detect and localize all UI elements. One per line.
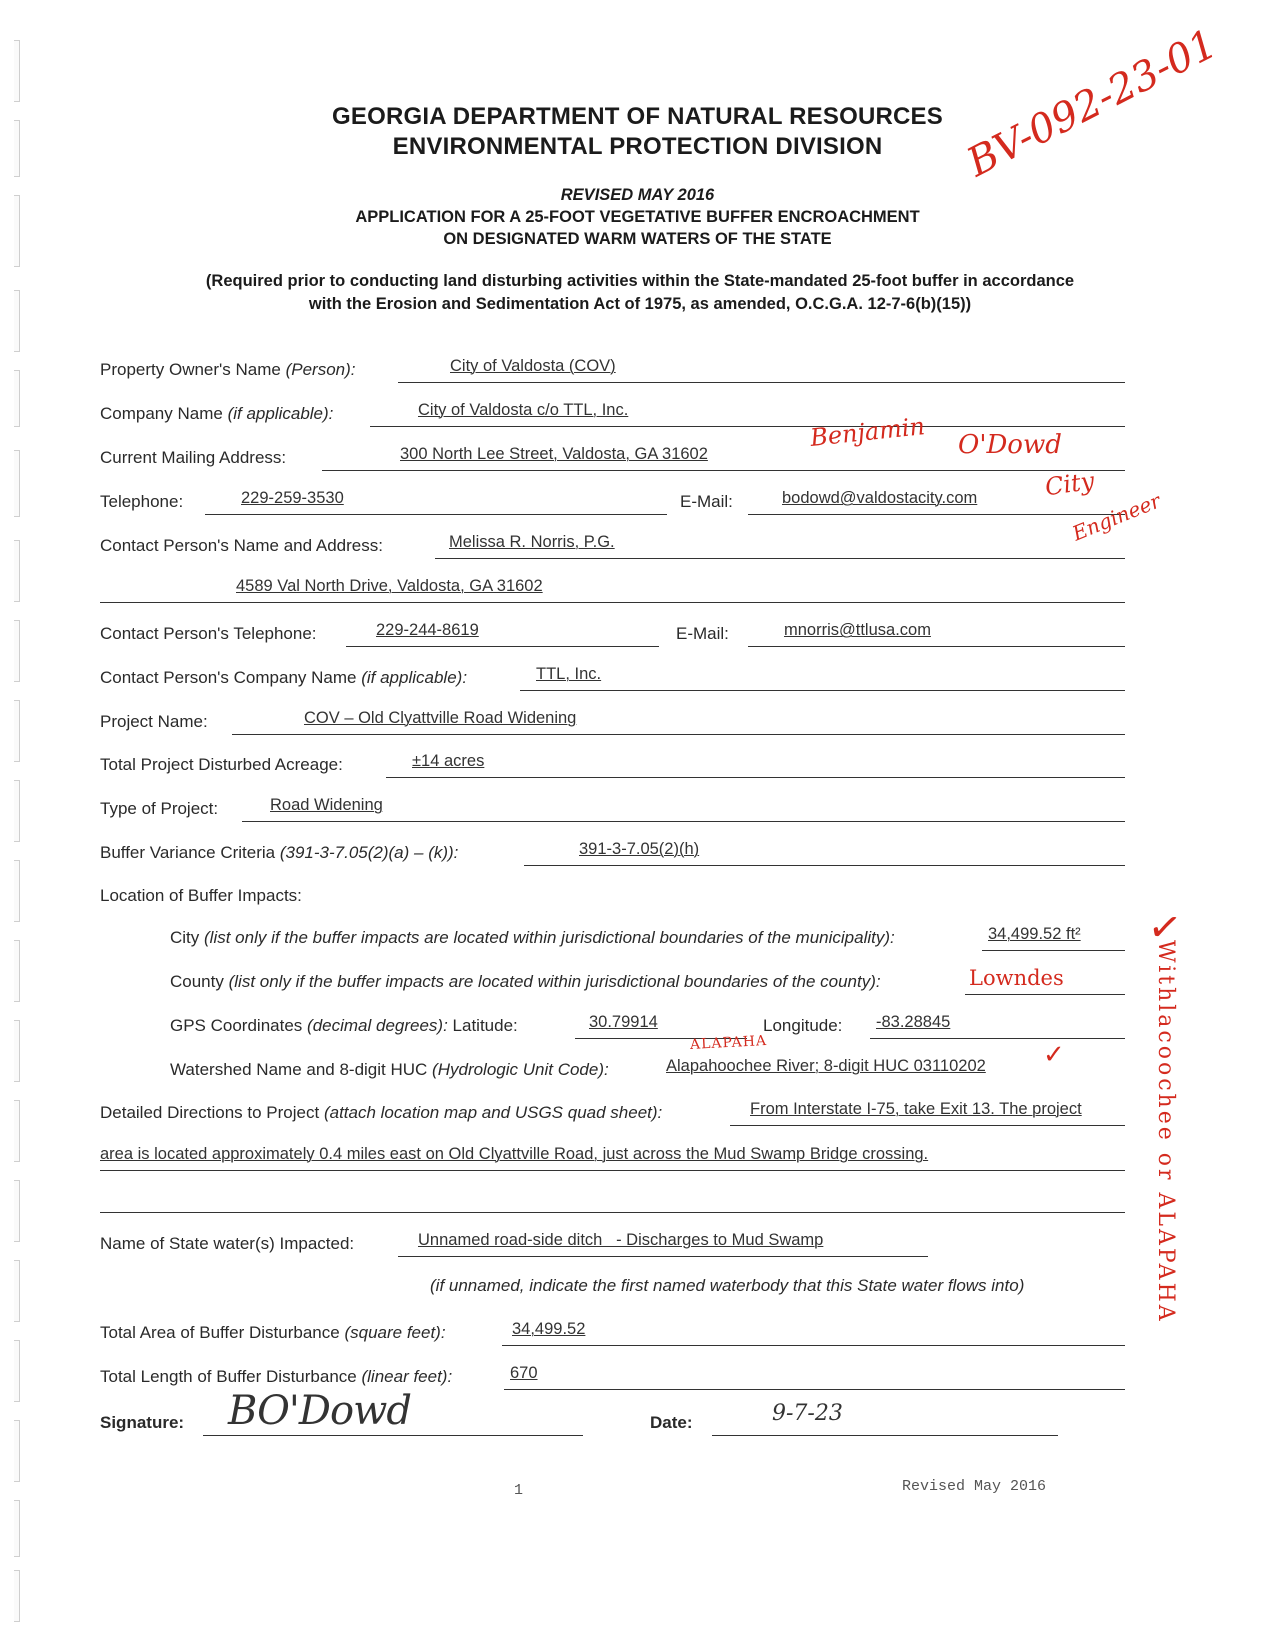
company-row [100, 401, 1125, 430]
state-water-field[interactable] [398, 1231, 928, 1257]
contact-label: Contact Person's Name and Address: [100, 536, 383, 555]
company-value: City of Valdosta c/o TTL, Inc. [418, 401, 629, 419]
area-row [100, 1320, 1125, 1349]
requirement-line1: (Required prior to conducting land disturbing activities within the State-mandated 25-foot buffer in accordance [205, 272, 1075, 290]
state-water-row [100, 1231, 1125, 1260]
contact-company-label: Contact Person's Company Name (if applicable): [100, 668, 468, 687]
directions-row-3 [100, 1190, 1125, 1216]
contact-telephone-field[interactable] [346, 621, 659, 647]
division-name: ENVIRONMENTAL PROTECTION DIVISION [392, 133, 883, 160]
checkmark-city: ✓ [1144, 902, 1185, 954]
directions-field-2[interactable] [100, 1145, 1125, 1171]
owner-row [100, 357, 1125, 386]
county-field[interactable] [965, 966, 1125, 995]
criteria-field[interactable] [524, 840, 1125, 866]
project-field[interactable] [232, 709, 1125, 735]
project-row [100, 709, 1125, 738]
acreage-label: Total Project Disturbed Acreage: [100, 755, 343, 774]
contact-company-row [100, 665, 1125, 694]
directions-value-1: From Interstate I-75, take Exit 13. The project [750, 1100, 1082, 1118]
city-row [170, 925, 1125, 954]
length-field[interactable] [504, 1364, 1125, 1390]
owner-value: City of Valdosta (COV) [450, 357, 616, 375]
longitude-field[interactable] [870, 1013, 1125, 1039]
gps-row [170, 1013, 1125, 1042]
city-label: City (list only if the buffer impacts are located within jurisdictional boundaries of the municipality): [170, 928, 895, 947]
acreage-field[interactable] [386, 752, 1125, 778]
directions-field-1[interactable] [730, 1100, 1125, 1126]
watershed-value[interactable]: Alapahoochee River; 8-digit HUC 03110202 [666, 1057, 986, 1075]
watershed-row [170, 1057, 1125, 1086]
agency-name: GEORGIA DEPARTMENT OF NATURAL RESOURCES [332, 103, 943, 130]
acreage-value: ±14 acres [412, 752, 485, 770]
location-row [100, 886, 1125, 912]
date-label: Date: [650, 1413, 693, 1432]
state-water-note: (if unnamed, indicate the first named waterbody that this State water flows into) [430, 1276, 1025, 1295]
criteria-value: 391-3-7.05(2)(h) [579, 840, 700, 858]
telephone-label: Telephone: [100, 492, 184, 511]
requirement-line2: with the Erosion and Sedimentation Act of 1975, as amended, O.C.G.A. 12-7-6(b)(15)) [308, 295, 972, 313]
city-field[interactable] [982, 925, 1125, 951]
handwritten-last-name: O'Dowd [958, 430, 1062, 460]
permit-number-handwritten: BV-092-23-01 [960, 20, 1225, 186]
project-value: COV – Old Clyattville Road Widening [304, 709, 577, 727]
area-value: 34,499.52 [512, 1320, 586, 1338]
email-value: bodowd@valdostacity.com [782, 489, 978, 507]
county-value-handwritten: Lowndes [969, 966, 1064, 990]
signature-handwritten: BO'Dowd [228, 1388, 411, 1434]
owner-label: Property Owner's Name (Person): [100, 360, 356, 379]
length-label: Total Length of Buffer Disturbance (linear feet): [100, 1367, 453, 1386]
project-type-row [100, 796, 1125, 825]
contact-email-label: E-Mail: [676, 624, 729, 643]
telephone-row [100, 489, 1125, 518]
city-value: 34,499.52 ft² [988, 925, 1081, 943]
email-label: E-Mail: [680, 492, 733, 511]
location-label: Location of Buffer Impacts: [100, 886, 302, 905]
area-label: Total Area of Buffer Disturbance (square feet): [100, 1323, 446, 1342]
owner-field[interactable] [398, 357, 1125, 383]
handwritten-alapaha-note: ALAPAHA [689, 1032, 768, 1054]
directions-value-2: area is located approximately 0.4 miles east on Old Clyattville Road, just across the Mud Swamp Bridge crossing. [100, 1145, 929, 1163]
contact-company-value: TTL, Inc. [536, 665, 602, 683]
contact-company-field[interactable] [520, 665, 1125, 691]
revised-label: REVISED MAY 2016 [560, 186, 715, 204]
directions-row-2 [100, 1145, 1125, 1174]
latitude-value: 30.79914 [589, 1013, 658, 1031]
project-type-label: Type of Project: [100, 799, 219, 818]
criteria-label: Buffer Variance Criteria (391-3-7.05(2)(a) – (k)): [100, 843, 459, 862]
area-field[interactable] [502, 1320, 1125, 1346]
telephone-value: 229-259-3530 [241, 489, 344, 507]
date-value-handwritten: 9-7-23 [772, 1401, 843, 1426]
contact-address-field[interactable] [100, 577, 1125, 603]
address-label: Current Mailing Address: [100, 448, 287, 467]
longitude-value: -83.28845 [876, 1013, 951, 1031]
county-row [170, 966, 1125, 998]
footer-revised: Revised May 2016 [902, 1478, 1047, 1495]
county-label: County (list only if the buffer impacts are located within jurisdictional boundaries of the county): [170, 972, 881, 991]
length-value: 670 [510, 1364, 538, 1382]
contact-telephone-row [100, 621, 1125, 650]
watershed-label: Watershed Name and 8-digit HUC (Hydrologic Unit Code): [170, 1060, 609, 1079]
contact-email-field[interactable] [748, 621, 1125, 647]
contact-address-row [100, 577, 1125, 606]
project-type-value: Road Widening [270, 796, 383, 814]
contact-name-field[interactable] [435, 533, 1125, 559]
handwritten-side-note: Withlacoochee or ALAPAHA [1153, 940, 1178, 1324]
directions-row [100, 1100, 1125, 1129]
telephone-field[interactable] [205, 489, 667, 515]
company-label: Company Name (if applicable): [100, 404, 334, 423]
contact-address-value: 4589 Val North Drive, Valdosta, GA 31602 [236, 577, 543, 595]
handwritten-title-engineer: Engineer [1068, 488, 1164, 546]
requirement-note [80, 270, 1200, 316]
contact-row [100, 533, 1125, 562]
form-title-line2: ON DESIGNATED WARM WATERS OF THE STATE [443, 230, 832, 248]
contact-telephone-label: Contact Person's Telephone: [100, 624, 317, 643]
contact-telephone-value: 229-244-8619 [376, 621, 479, 639]
state-water-label: Name of State water(s) Impacted: [100, 1234, 355, 1253]
longitude-label: Longitude: [763, 1016, 843, 1035]
project-type-field[interactable] [242, 796, 1125, 822]
project-label: Project Name: [100, 712, 208, 731]
page-number: 1 [514, 1482, 524, 1499]
gps-label: GPS Coordinates (decimal degrees): Latitude: [170, 1016, 518, 1035]
handwritten-first-name: Benjamin [808, 412, 927, 452]
company-field[interactable] [370, 401, 1125, 427]
criteria-row [100, 840, 1125, 869]
acreage-row [100, 752, 1125, 781]
state-water-value: Unnamed road-side ditch - Discharges to Mud Swamp [418, 1231, 824, 1249]
signature-label: Signature: [100, 1413, 185, 1432]
form-title-line1: APPLICATION FOR A 25-FOOT VEGETATIVE BUFFER ENCROACHMENT [355, 208, 920, 226]
address-value: 300 North Lee Street, Valdosta, GA 31602 [400, 445, 708, 463]
date-field[interactable] [712, 1401, 1058, 1436]
directions-field-3[interactable] [100, 1190, 1125, 1213]
handwritten-title-city: City [1043, 466, 1096, 502]
directions-label: Detailed Directions to Project (attach location map and USGS quad sheet): [100, 1103, 663, 1122]
contact-email-value: mnorris@ttlusa.com [784, 621, 931, 639]
checkmark-watershed: ✓ [1043, 1040, 1065, 1070]
contact-name-value: Melissa R. Norris, P.G. [449, 533, 615, 551]
